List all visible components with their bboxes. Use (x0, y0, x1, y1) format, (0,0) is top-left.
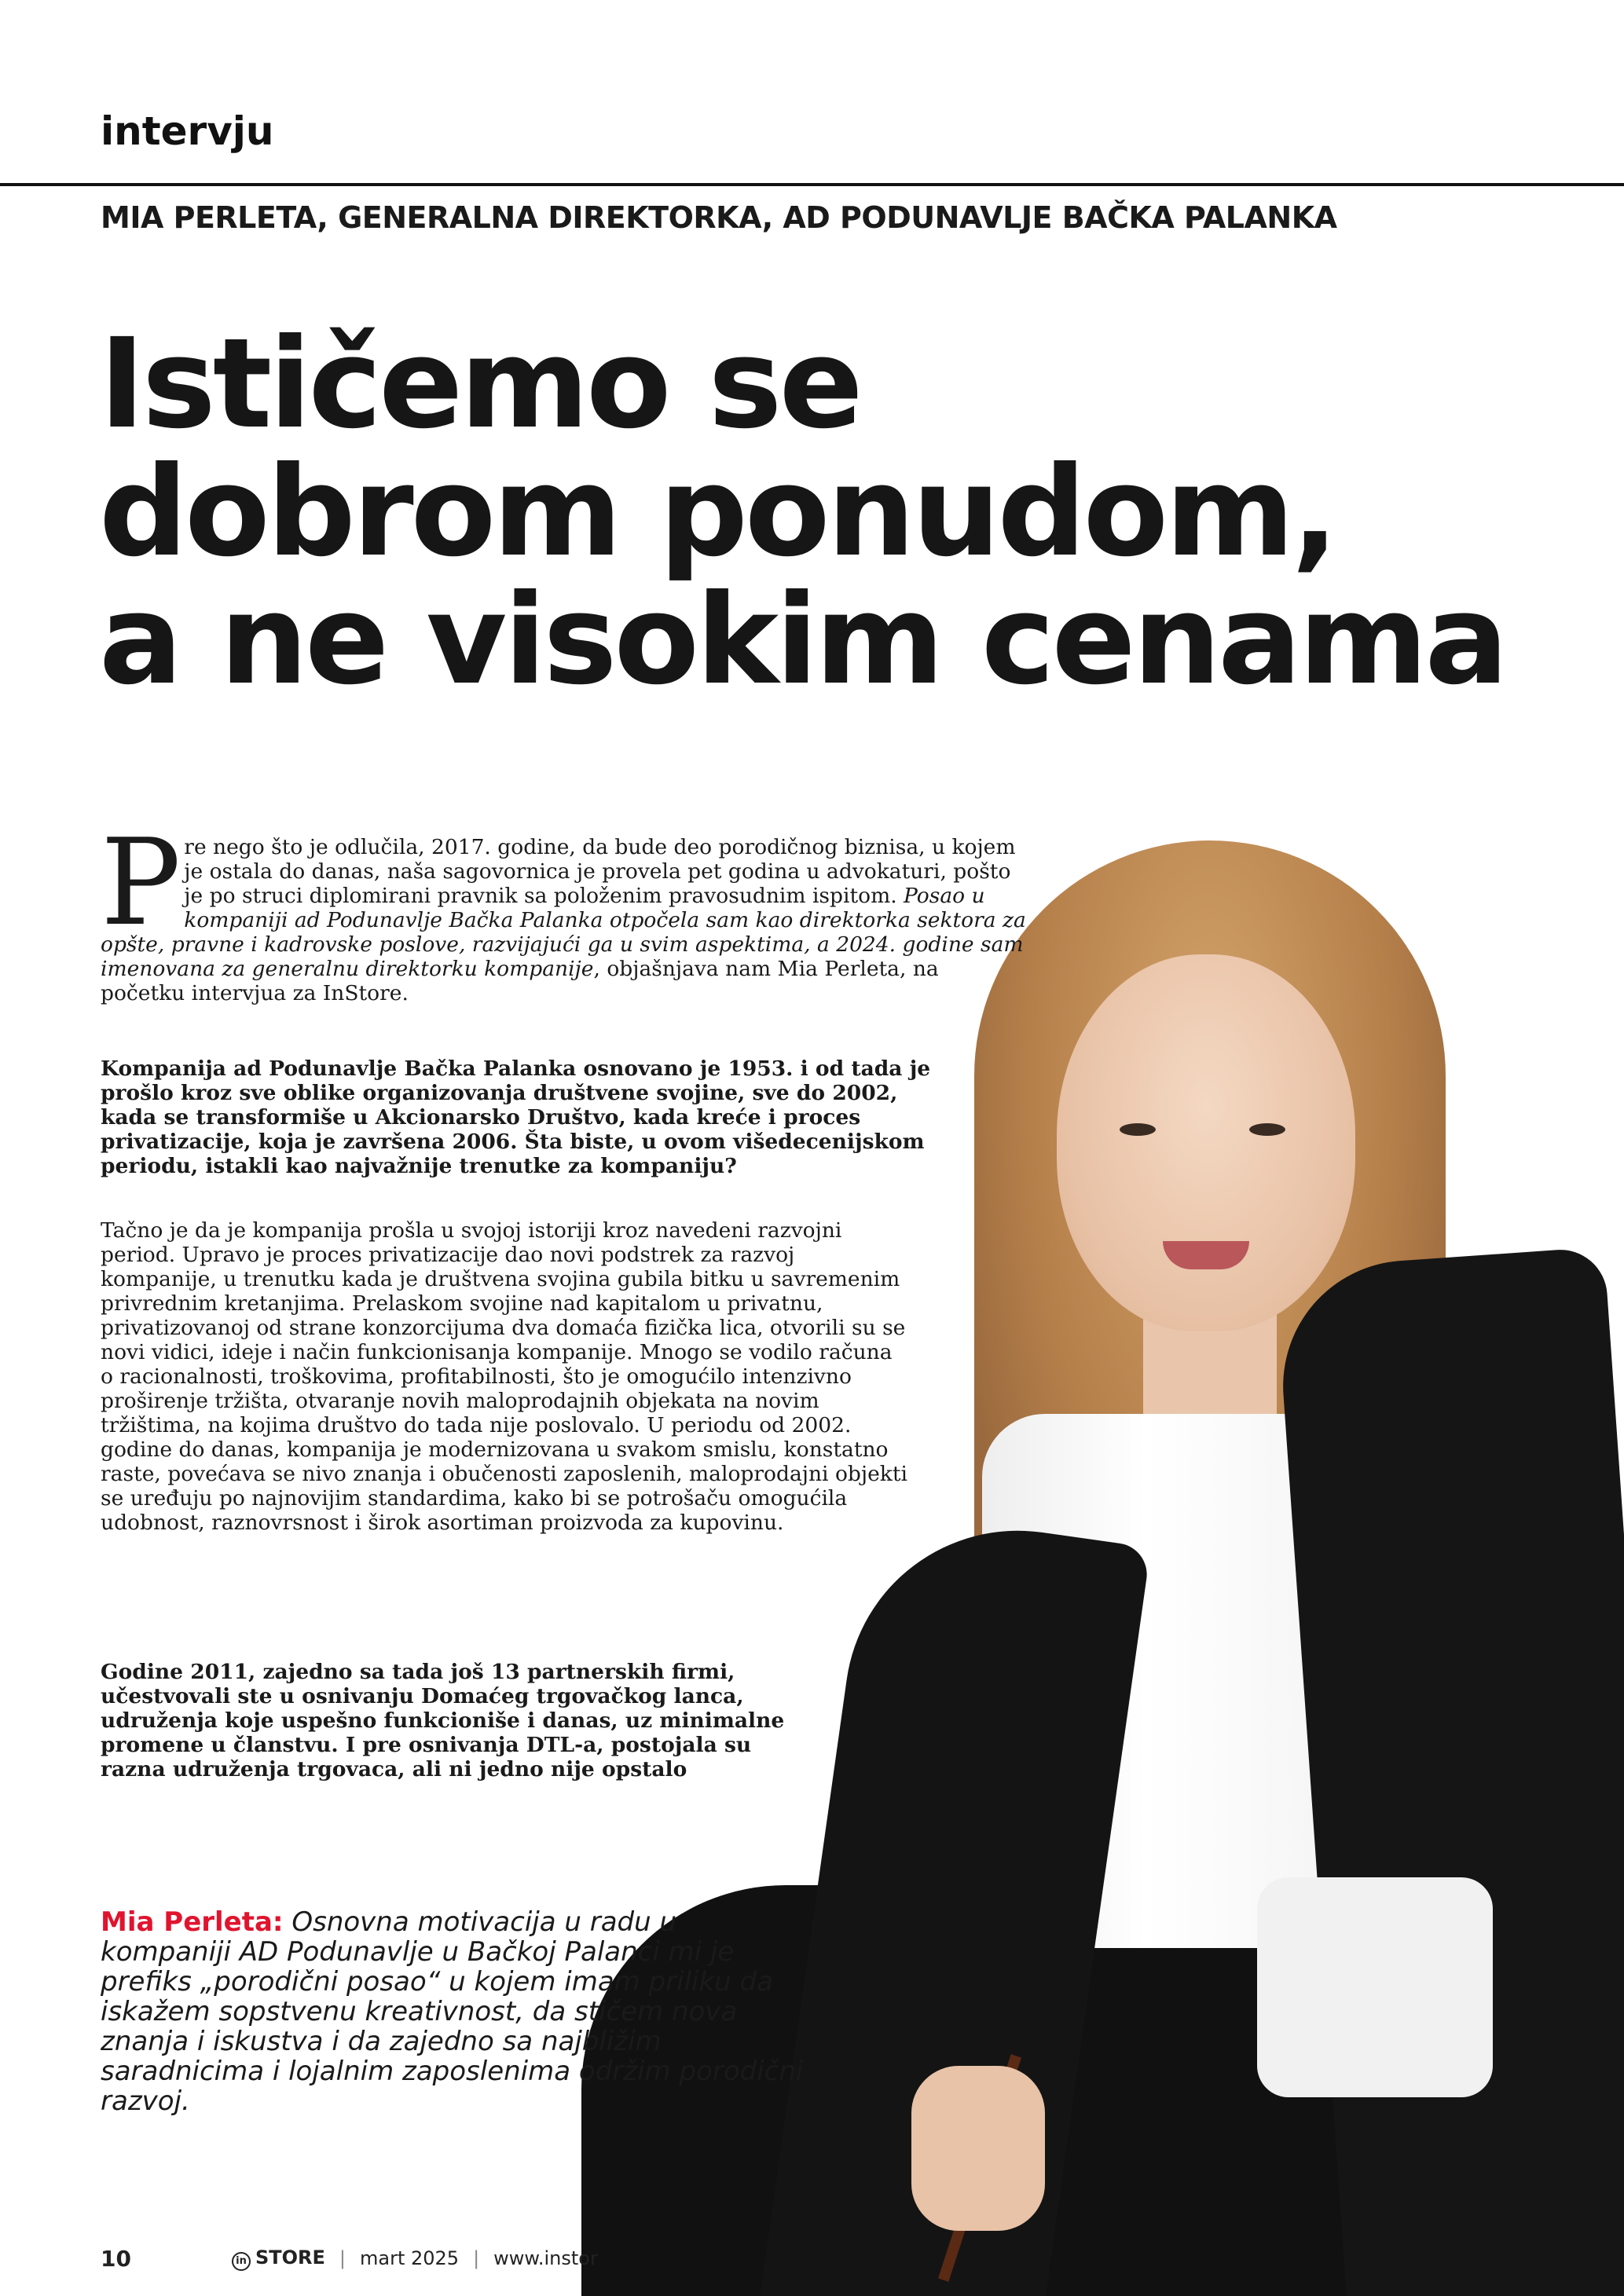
answer-1: Tačno je da je kompanija prošla u svojoj istoriji kroz navedeni razvojni period. Upravo je proces privatizacije dao novi podstrek za razvoj kompanije, u trenutku kada je društvena svojina gubila bitku u savremenim privrednim kretanjima. Prelaskom svojine nad kapitalom u privatnu, privatizovanoj od strane konzorcijuma dva domaća fizička lica, otvorili su se novi vidici, ideje i način funkcionisanja kompanije. Mnogo se vodilo računa o racionalnosti, troškovima, profitabilnosti, što je omogućilo intenzivno proširenje tržišta, otvaranje novih maloprodajnih objekata na novim tržištima, na kojima društvo do tada nije poslovalo. U periodu od 2002. godine do danas, kompanija je modernizovana u svakom smislu, konstatno raste, povećava se nivo znanja i obučenosti zaposlenih, maloprodajni objekti se uređuju po najnovijim standardima, kako bi se potrošaču omogućila udobnost, raznovrsnost i širok asortiman proizvoda za kupovinu. (101, 1218, 907, 1535)
intro-text: re nego što je odlučila, 2017. godine, da bude deo porodičnog biznisa, u kojem je ostala do danas, naša sagovornica je provela pet godina u advokaturi, pošto je po struci diplomirani pravnik sa položenim pravosudnim ispitom. (184, 835, 1016, 908)
intro-quote: Posao u kompaniji ad Podunavlje Bačka Palanka otpočela sam kao direktorka sektora za opšte, pravne i kadrovske poslove, razvijajući ga u svim aspektima, a 2024. godine sam imenovana za generalnu direktorku kompanije (101, 884, 1026, 981)
pull-quote (101, 1907, 808, 2116)
brand-logo-icon: in (232, 2252, 251, 2271)
kicker: MIA PERLETA, GENERALNA DIREKTORKA, AD PODUNAVLJE BAČKA PALANKA (101, 200, 1337, 235)
drop-cap: P (101, 813, 181, 952)
footer-separator: | (473, 2247, 480, 2269)
pull-quote-speaker: Mia Perleta: (101, 1906, 284, 1938)
website[interactable]: www.instor (493, 2247, 598, 2269)
intro-text-end: , objašnjava nam Mia Perleta, na početku intervjua za InStore. (101, 957, 939, 1005)
headline-line-2: dobrom ponudom, (99, 440, 1336, 584)
section-label: intervju (101, 108, 274, 154)
headline (99, 312, 1592, 712)
headline-line-3: a ne visokim cenama (99, 568, 1506, 712)
footer-separator: | (339, 2247, 346, 2269)
pull-quote-text: Osnovna motivacija u radu u kompaniji AD Podunavlje u Bačkoj Palanci mi je prefiks „porodični posao“ u kojem imam priliku da iskažem sopstvenu kreativnost, da stičem nova znanja i iskustva i da zajedno sa najbližim saradnicima i lojalnim zaposlenima održim porodični razvoj. (101, 1906, 804, 2117)
question-2: Godine 2011, zajedno sa tada još 13 partnerskih firmi, učestvovali ste u osnivanju Domaćeg trgovačkog lanca, udruženja koje uspešno funkcioniše i danas, uz minimalne promene u članstvu. I pre osnivanja DTL-a, postojala su razna udruženja trgovaca, ali ni jedno nije opstalo (101, 1660, 785, 1782)
issue-date: mart 2025 (360, 2247, 460, 2269)
brand-name: STORE (255, 2246, 325, 2269)
brand (232, 2247, 325, 2271)
headline-line-1: Ističemo se (99, 312, 860, 456)
question-1: Kompanija ad Podunavlje Bačka Palanka osnovano je 1953. i od tada je prošlo kroz sve oblike organizovanja društvene svojine, sve do 2002, kada se transformiše u Akcionarsko Društvo, kada kreće i proces privatizacije, koja je završena 2006. Šta biste, u ovom višedecenijskom periodu, istakli kao najvažnije trenutke za kompaniju? (101, 1056, 931, 1178)
page-number: 10 (101, 2245, 131, 2272)
intro-paragraph (101, 813, 1028, 1005)
page-footer (101, 2245, 598, 2272)
header-rule (0, 183, 1624, 186)
